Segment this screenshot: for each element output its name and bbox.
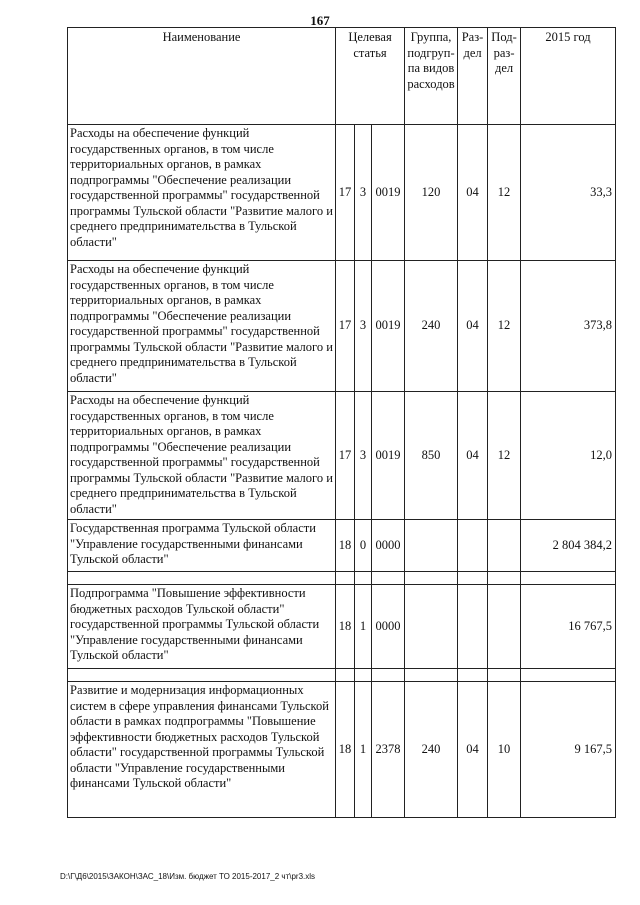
table-row [68,392,616,520]
row-group [405,520,458,572]
header-name: Наименование [68,28,336,125]
table-row [68,261,616,392]
row-name: Подпрограмма "Повышение эффективности бюджетных расходов Тульской области" государственной программы Тульской области "Управление государственными финансами Тульской области" [68,585,336,669]
row-subsection: 12 [488,125,521,261]
row-name: Расходы на обеспечение функций государственных органов, в том числе территориальных органов, в рамках подпрограммы "Обеспечение реализации государственной программы" государственной программы Тульской области "Развитие малого и среднего предпринимательства в Тульской области" [68,125,336,261]
file-path-footer: D:\Г\Д6\2015\ЗАКОН\ЗАС_18\Изм. бюджет ТО 2015-2017_2 чт\pr3.xls [60,872,316,881]
row-amount: 12,0 [521,392,616,520]
row-group: 120 [405,125,458,261]
row-subsection: 12 [488,261,521,392]
row-subsection [488,585,521,669]
row-code-c: 0019 [372,125,405,261]
row-code-b: 1 [355,585,372,669]
row-amount: 33,3 [521,125,616,261]
row-code-c: 0019 [372,261,405,392]
row-code-a: 18 [336,585,355,669]
row-amount: 2 804 384,2 [521,520,616,572]
row-name: Государственная программа Тульской области "Управление государственными финансами Тульской области" [68,520,336,572]
row-code-a: 18 [336,682,355,818]
table-row [68,125,616,261]
header-section: Раз-дел [458,28,488,125]
table-row [68,585,616,669]
row-subsection [488,520,521,572]
table-row [68,520,616,572]
row-code-b: 3 [355,392,372,520]
row-amount: 373,8 [521,261,616,392]
spacer-row [68,669,616,682]
row-section: 04 [458,261,488,392]
row-code-a: 17 [336,392,355,520]
row-code-a: 17 [336,125,355,261]
row-section [458,520,488,572]
row-group: 240 [405,261,458,392]
row-name: Развитие и модернизация информационных систем в сфере управления финансами Тульской области в рамках подпрограммы "Повышение эффективности бюджетных расходов Тульской области" государственной программы Тульской области "Управление государственными финансами Тульской области" [68,682,336,818]
row-group: 850 [405,392,458,520]
row-code-c: 0000 [372,585,405,669]
row-section [458,585,488,669]
row-subsection: 10 [488,682,521,818]
header-group: Группа, подгруп-па видов расходов [405,28,458,125]
row-code-a: 17 [336,261,355,392]
row-code-c: 2378 [372,682,405,818]
row-code-b: 1 [355,682,372,818]
header-year: 2015 год [521,28,616,125]
row-code-c: 0000 [372,520,405,572]
row-group [405,585,458,669]
row-code-b: 3 [355,125,372,261]
budget-table [67,27,616,818]
row-code-b: 0 [355,520,372,572]
row-section: 04 [458,392,488,520]
row-code-c: 0019 [372,392,405,520]
header-target: Целевая статья [336,28,405,125]
row-name: Расходы на обеспечение функций государственных органов, в том числе территориальных органов, в рамках подпрограммы "Обеспечение реализации государственной программы" государственной программы Тульской области "Развитие малого и среднего предпринимательства в Тульской области" [68,392,336,520]
row-section: 04 [458,125,488,261]
row-name: Расходы на обеспечение функций государственных органов, в том числе территориальных органов, в рамках подпрограммы "Обеспечение реализации государственной программы" государственной программы Тульской области "Развитие малого и среднего предпринимательства в Тульской области" [68,261,336,392]
row-amount: 9 167,5 [521,682,616,818]
row-section: 04 [458,682,488,818]
table-row [68,682,616,818]
row-subsection: 12 [488,392,521,520]
page-number: 167 [310,13,330,28]
row-amount: 16 767,5 [521,585,616,669]
row-code-b: 3 [355,261,372,392]
row-group: 240 [405,682,458,818]
row-code-a: 18 [336,520,355,572]
spacer-row [68,572,616,585]
header-subsection: Под-раз-дел [488,28,521,125]
